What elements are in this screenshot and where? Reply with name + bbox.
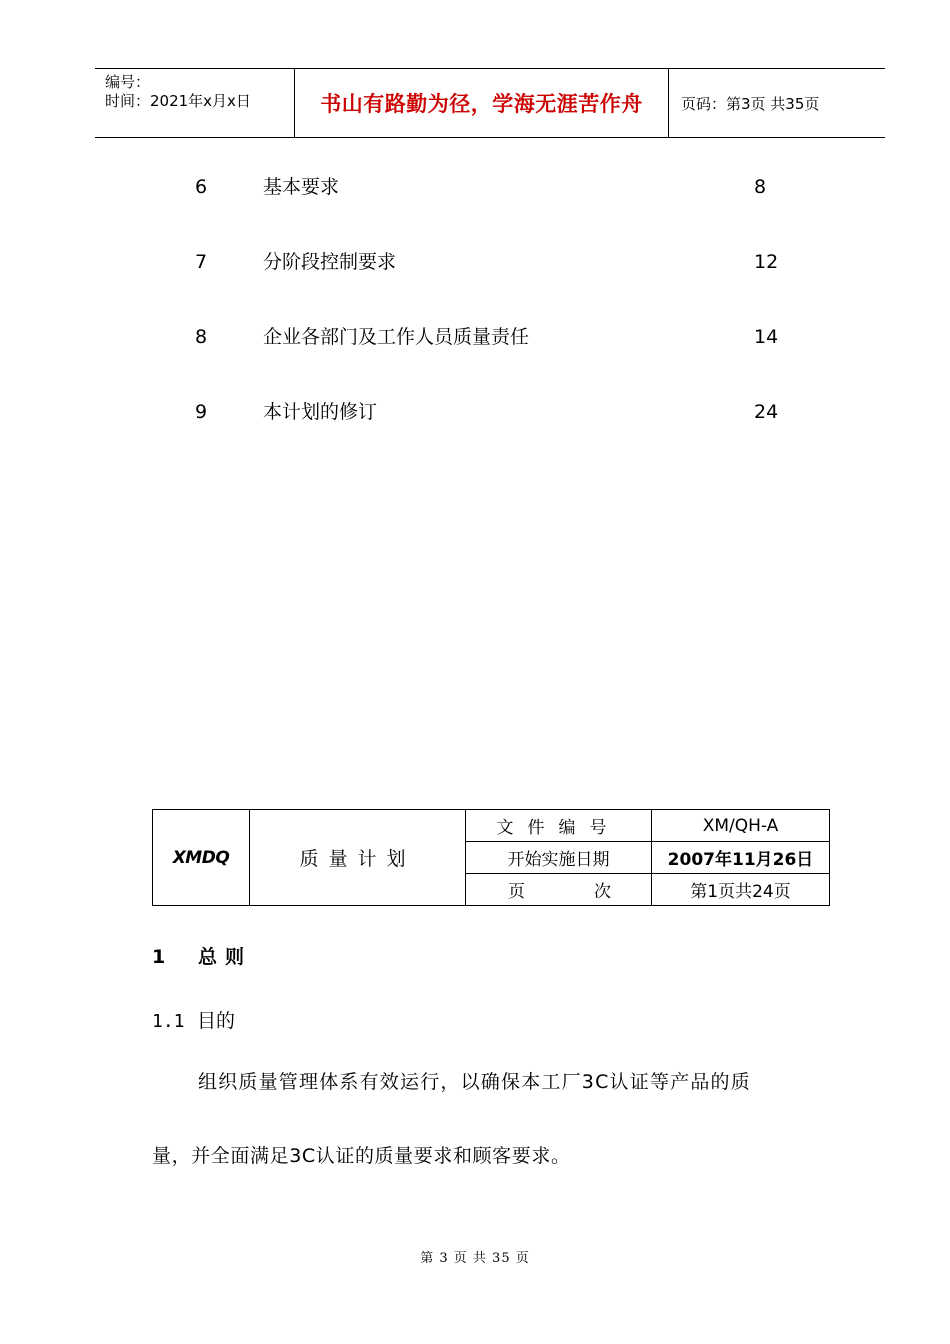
toc-number: 8 [195,326,208,348]
toc-page: 8 [754,176,767,198]
toc-number: 9 [195,401,208,423]
subsection-number: 1.1 [152,1011,185,1032]
toc-title: 企业各部门及工作人员质量责任 [263,326,530,348]
page-header [95,68,885,138]
header-motto: 书山有路勤为径，学海无涯苦作舟 [295,69,669,137]
toc-page: 24 [754,401,779,423]
toc-page: 12 [754,251,779,273]
page-count-value: 第1页共24页 [652,874,830,906]
toc-title: 基本要求 [263,176,340,198]
toc-row [0,397,950,427]
page-label-right: 次 [594,882,611,902]
toc-title: 本计划的修订 [263,401,378,423]
toc-row [0,172,950,202]
company-logo: XMDQ [153,810,250,906]
start-date-label: 开始实施日期 [466,842,652,874]
header-page-info: 页码：第3页 共35页 [681,94,820,113]
section-heading [152,942,252,969]
document-title: 质量计划 [250,810,466,906]
start-date-value: 2007年11月26日 [652,842,830,874]
subsection-heading [152,1006,235,1033]
page-label-left: 页 [508,882,525,902]
document-control-table [152,809,830,906]
toc-row [0,322,950,352]
doc-number-label: 文件编号 [466,810,652,842]
header-meta [95,69,295,137]
doc-number-value: XM/QH-A [652,810,830,842]
toc-title: 分阶段控制要求 [263,251,397,273]
toc-number: 6 [195,176,208,198]
time-line: 时间：2021年x月x日 [105,92,251,110]
page-footer: 第 3 页 共 35 页 [420,1251,530,1266]
page-count-label [466,874,652,906]
section-title: 总则 [198,946,253,968]
toc-page: 14 [754,326,779,348]
doc-number-label: 编号： [105,73,151,91]
paragraph-line: 量，并全面满足3C认证的质量要求和顾客要求。 [152,1145,571,1167]
toc-number: 7 [195,251,208,273]
section-number: 1 [152,946,166,968]
toc-row [0,247,950,277]
paragraph-line: 组织质量管理体系有效运行，以确保本工厂3C认证等产品的质 [198,1071,751,1093]
subsection-title: 目的 [197,1010,236,1032]
